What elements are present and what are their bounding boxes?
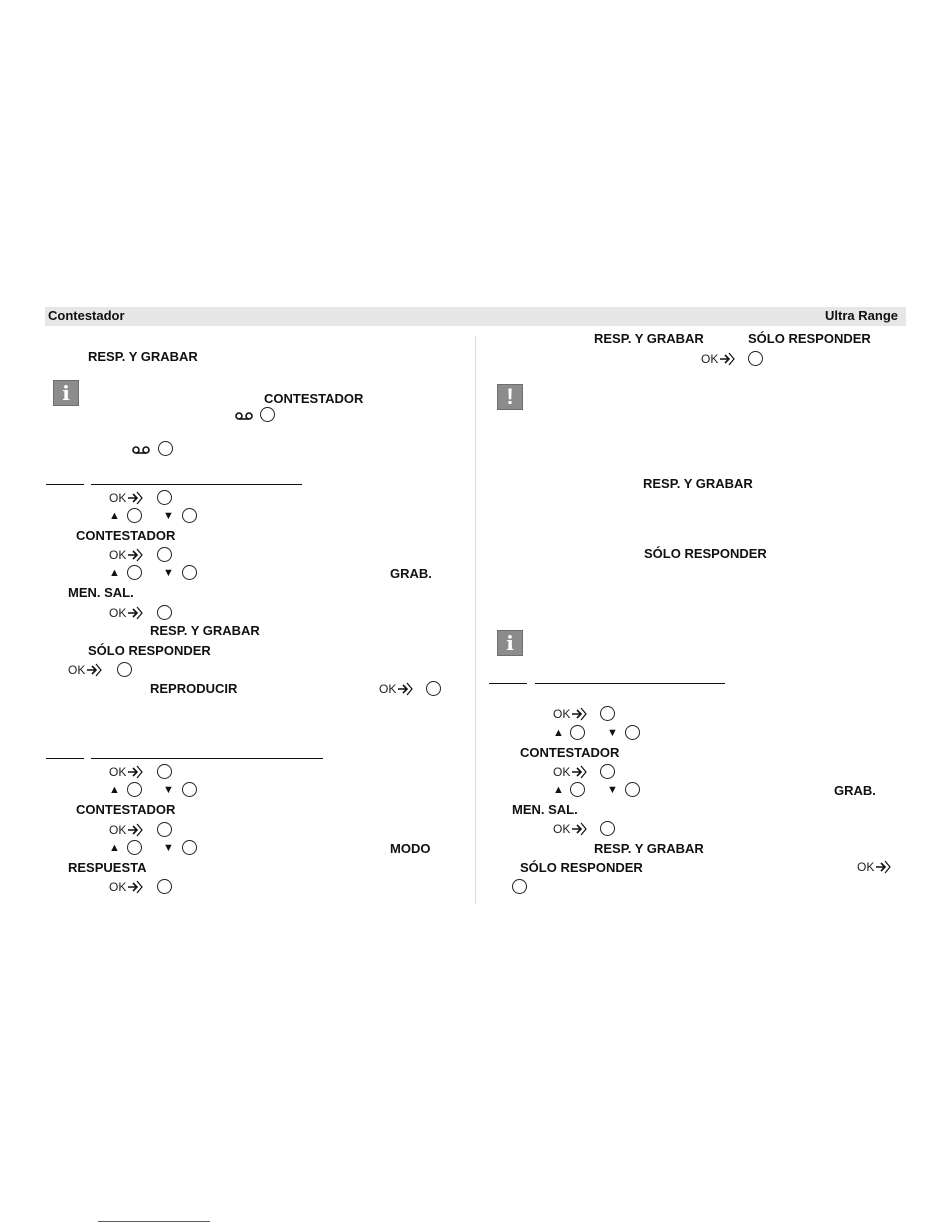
ok-key-icon	[109, 880, 143, 894]
ok-arrow-icon	[719, 352, 735, 366]
ok-arrow-icon	[397, 682, 413, 696]
ok-label: OK	[109, 491, 127, 505]
up-arrow-icon: ▲	[109, 510, 120, 522]
ok-arrow-icon	[571, 822, 587, 836]
up-key-circle-icon	[127, 782, 142, 797]
label-solo-responder: SÓLO RESPONDER	[88, 643, 211, 658]
ok-arrow-icon	[127, 491, 143, 505]
up-arrow-icon: ▲	[109, 842, 120, 854]
label-contestador: CONTESTADOR	[264, 391, 364, 406]
ok-key-circle-icon	[600, 764, 615, 779]
section-rule-long	[535, 683, 725, 684]
ok-key-circle-icon	[600, 821, 615, 836]
ok-key-icon	[701, 352, 735, 366]
section-title: Contestador	[48, 308, 125, 323]
label-contestador: CONTESTADOR	[76, 528, 176, 543]
label-respuesta: RESPUESTA	[68, 860, 147, 875]
info-icon: i	[53, 380, 79, 406]
down-key-circle-icon	[182, 782, 197, 797]
up-arrow-icon: ▲	[109, 567, 120, 579]
ok-arrow-icon	[127, 765, 143, 779]
ok-label: OK	[109, 548, 127, 562]
ok-arrow-icon	[875, 860, 891, 874]
down-arrow-icon: ▼	[607, 727, 618, 739]
ok-key-circle-icon	[600, 706, 615, 721]
up-key-circle-icon	[127, 840, 142, 855]
ok-key-icon	[109, 606, 143, 620]
label-contestador: CONTESTADOR	[76, 802, 176, 817]
label-resp-y-grabar: RESP. Y GRABAR	[88, 349, 198, 364]
ok-key-circle-icon	[117, 662, 132, 677]
ok-label: OK	[109, 765, 127, 779]
down-key-circle-icon	[182, 508, 197, 523]
ok-key-circle-icon	[157, 822, 172, 837]
info-icon: i	[497, 630, 523, 656]
section-rule-long	[91, 484, 302, 485]
ok-key-icon	[68, 663, 102, 677]
header-bar	[45, 307, 906, 326]
up-arrow-icon: ▲	[553, 727, 564, 739]
label-contestador: CONTESTADOR	[520, 745, 620, 760]
section-rule-short	[489, 683, 527, 684]
footer-link-underline[interactable]	[98, 1221, 210, 1222]
down-arrow-icon: ▼	[163, 510, 174, 522]
ok-key-circle-icon	[157, 490, 172, 505]
ok-label: OK	[379, 682, 397, 696]
up-key-circle-icon	[570, 725, 585, 740]
ok-key-icon	[109, 765, 143, 779]
label-reproducir: REPRODUCIR	[150, 681, 238, 696]
up-key-circle-icon	[127, 565, 142, 580]
up-arrow-icon: ▲	[553, 784, 564, 796]
down-arrow-icon: ▼	[607, 784, 618, 796]
ok-key-circle-icon	[748, 351, 763, 366]
up-arrow-icon: ▲	[109, 784, 120, 796]
ok-key-circle-icon	[512, 879, 527, 894]
ok-key-icon	[109, 548, 143, 562]
ok-arrow-icon	[127, 548, 143, 562]
label-resp-y-grabar: RESP. Y GRABAR	[150, 623, 260, 638]
ok-key-circle-icon	[426, 681, 441, 696]
ok-label: OK	[857, 860, 875, 874]
ok-label: OK	[109, 606, 127, 620]
product-name: Ultra Range	[825, 308, 898, 323]
down-arrow-icon: ▼	[163, 567, 174, 579]
section-rule-short	[46, 484, 84, 485]
label-resp-y-grabar: RESP. Y GRABAR	[643, 476, 753, 491]
down-key-circle-icon	[625, 725, 640, 740]
ok-key-icon	[109, 491, 143, 505]
ok-label: OK	[109, 880, 127, 894]
label-solo-responder: SÓLO RESPONDER	[748, 331, 871, 346]
label-resp-y-grabar: RESP. Y GRABAR	[594, 841, 704, 856]
ok-label: OK	[701, 352, 719, 366]
warning-icon: !	[497, 384, 523, 410]
section-rule-short	[46, 758, 84, 759]
ok-arrow-icon	[571, 707, 587, 721]
label-men-sal: MEN. SAL.	[68, 585, 134, 600]
ok-key-circle-icon	[157, 879, 172, 894]
down-arrow-icon: ▼	[163, 842, 174, 854]
ok-arrow-icon	[127, 880, 143, 894]
ok-key-icon	[553, 822, 587, 836]
ok-label: OK	[553, 707, 571, 721]
ok-key-circle-icon	[157, 605, 172, 620]
answering-machine-icon	[235, 411, 253, 421]
ok-arrow-icon	[86, 663, 102, 677]
up-key-circle-icon	[570, 782, 585, 797]
ok-arrow-icon	[127, 606, 143, 620]
label-men-sal: MEN. SAL.	[512, 802, 578, 817]
ok-key-icon	[109, 823, 143, 837]
answering-machine-icon	[132, 445, 150, 455]
ok-key-icon	[553, 765, 587, 779]
answering-machine-key-icon	[158, 441, 173, 456]
label-grab: GRAB.	[390, 566, 432, 581]
section-rule-long	[91, 758, 323, 759]
down-key-circle-icon	[182, 565, 197, 580]
label-solo-responder: SÓLO RESPONDER	[520, 860, 643, 875]
ok-label: OK	[68, 663, 86, 677]
ok-label: OK	[553, 822, 571, 836]
down-key-circle-icon	[182, 840, 197, 855]
ok-key-icon	[553, 707, 587, 721]
ok-key-circle-icon	[157, 547, 172, 562]
label-solo-responder: SÓLO RESPONDER	[644, 546, 767, 561]
ok-key-circle-icon	[157, 764, 172, 779]
ok-arrow-icon	[127, 823, 143, 837]
ok-label: OK	[109, 823, 127, 837]
down-key-circle-icon	[625, 782, 640, 797]
label-resp-y-grabar: RESP. Y GRABAR	[594, 331, 704, 346]
column-divider	[475, 336, 476, 904]
answering-machine-key-icon	[260, 407, 275, 422]
up-key-circle-icon	[127, 508, 142, 523]
label-grab: GRAB.	[834, 783, 876, 798]
ok-key-icon	[379, 682, 413, 696]
label-modo: MODO	[390, 841, 431, 856]
ok-arrow-icon	[571, 765, 587, 779]
ok-key-icon	[857, 860, 891, 874]
down-arrow-icon: ▼	[163, 784, 174, 796]
ok-label: OK	[553, 765, 571, 779]
